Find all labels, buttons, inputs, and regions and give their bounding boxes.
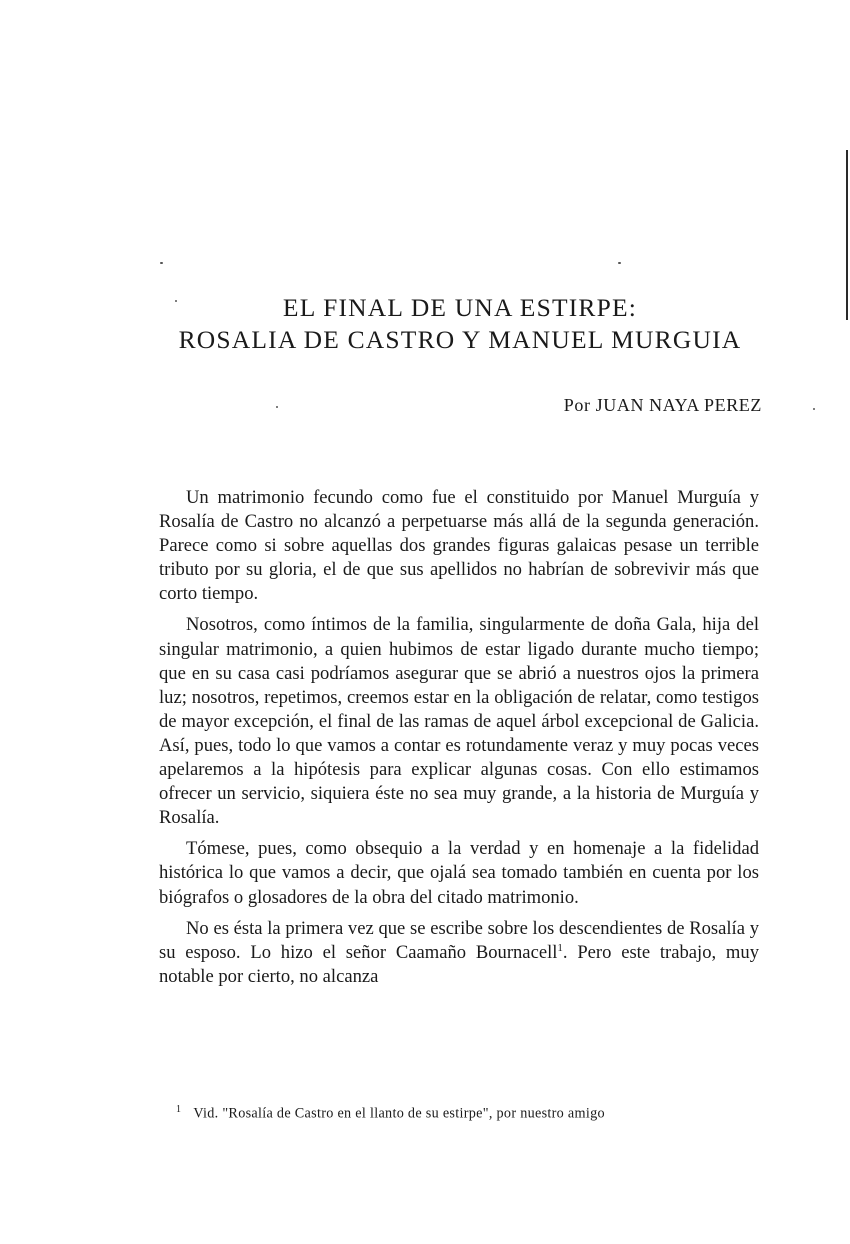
paragraph-4-text-before: No es ésta la primera vez que se escribe sobre los descendientes de Rosalía y su esposo. Lo hizo el señor Caamaño Bournacell: [159, 917, 759, 963]
body-paragraph-4: [159, 917, 759, 989]
body-paragraph-3: Tómese, pues, como obsequio a la verdad y en homenaje a la fidelidad histórica lo que vamos a decir, que ojalá sea tomado también en cuenta por los biógrafos o glosadores de la obra del citado matrimonio.: [159, 838, 759, 908]
scan-speck: [160, 262, 163, 264]
paragraph-4-text-after: . Pero este trabajo, muy notable por cierto, no alcanza: [159, 941, 759, 987]
scan-speck: [618, 262, 621, 264]
article-byline: Por JUAN NAYA PEREZ: [563, 395, 762, 415]
body-paragraph-1: Un matrimonio fecundo como fue el constituido por Manuel Murguía y Rosalía de Castro no alcanzó a perpetuarse más allá de la segunda generación. Parece como si sobre aquellas dos grandes figuras galaicas pesase un terrible tributo por su gloria, el de que sus apellidos no habrían de sobrevivir más que corto tiempo.: [159, 487, 759, 605]
footnote: [160, 1104, 760, 1123]
page-edge-mark: [846, 150, 848, 320]
scan-speck: [813, 408, 815, 410]
footnote-text: Vid. "Rosalía de Castro en el llanto de su estirpe", por nuestro amigo: [193, 1105, 605, 1122]
body-paragraph-2: Nosotros, como íntimos de la familia, singularmente de doña Gala, hija del singular matrimonio, a quien hubimos de estar ligado durante mucho tiempo; que en su casa casi podríamos asegurar que se abrió a nuestros ojos la primera luz; nosotros, repetimos, creemos estar en la obligación de relatar, como testigos de mayor excepción, el final de las ramas de aquel árbol excepcional de Galicia. Así, pues, todo lo que vamos a contar es rotundamente veraz y muy pocas veces apelaremos a la hipótesis para explicar algunas cosas. Con ello estimamos ofrecer un servicio, siquiera éste no sea muy grande, a la historia de Murguía y Rosalía.: [159, 614, 759, 829]
scan-speck: [276, 406, 278, 408]
article-body: [159, 486, 759, 996]
footnote-reference[interactable]: 1: [557, 941, 563, 954]
article-title-line-2: ROSALIA DE CASTRO Y MANUEL MURGUIA: [178, 325, 742, 354]
footnote-number: 1: [176, 1104, 182, 1115]
article-title-line-1: EL FINAL DE UNA ESTIRPE:: [282, 293, 638, 322]
